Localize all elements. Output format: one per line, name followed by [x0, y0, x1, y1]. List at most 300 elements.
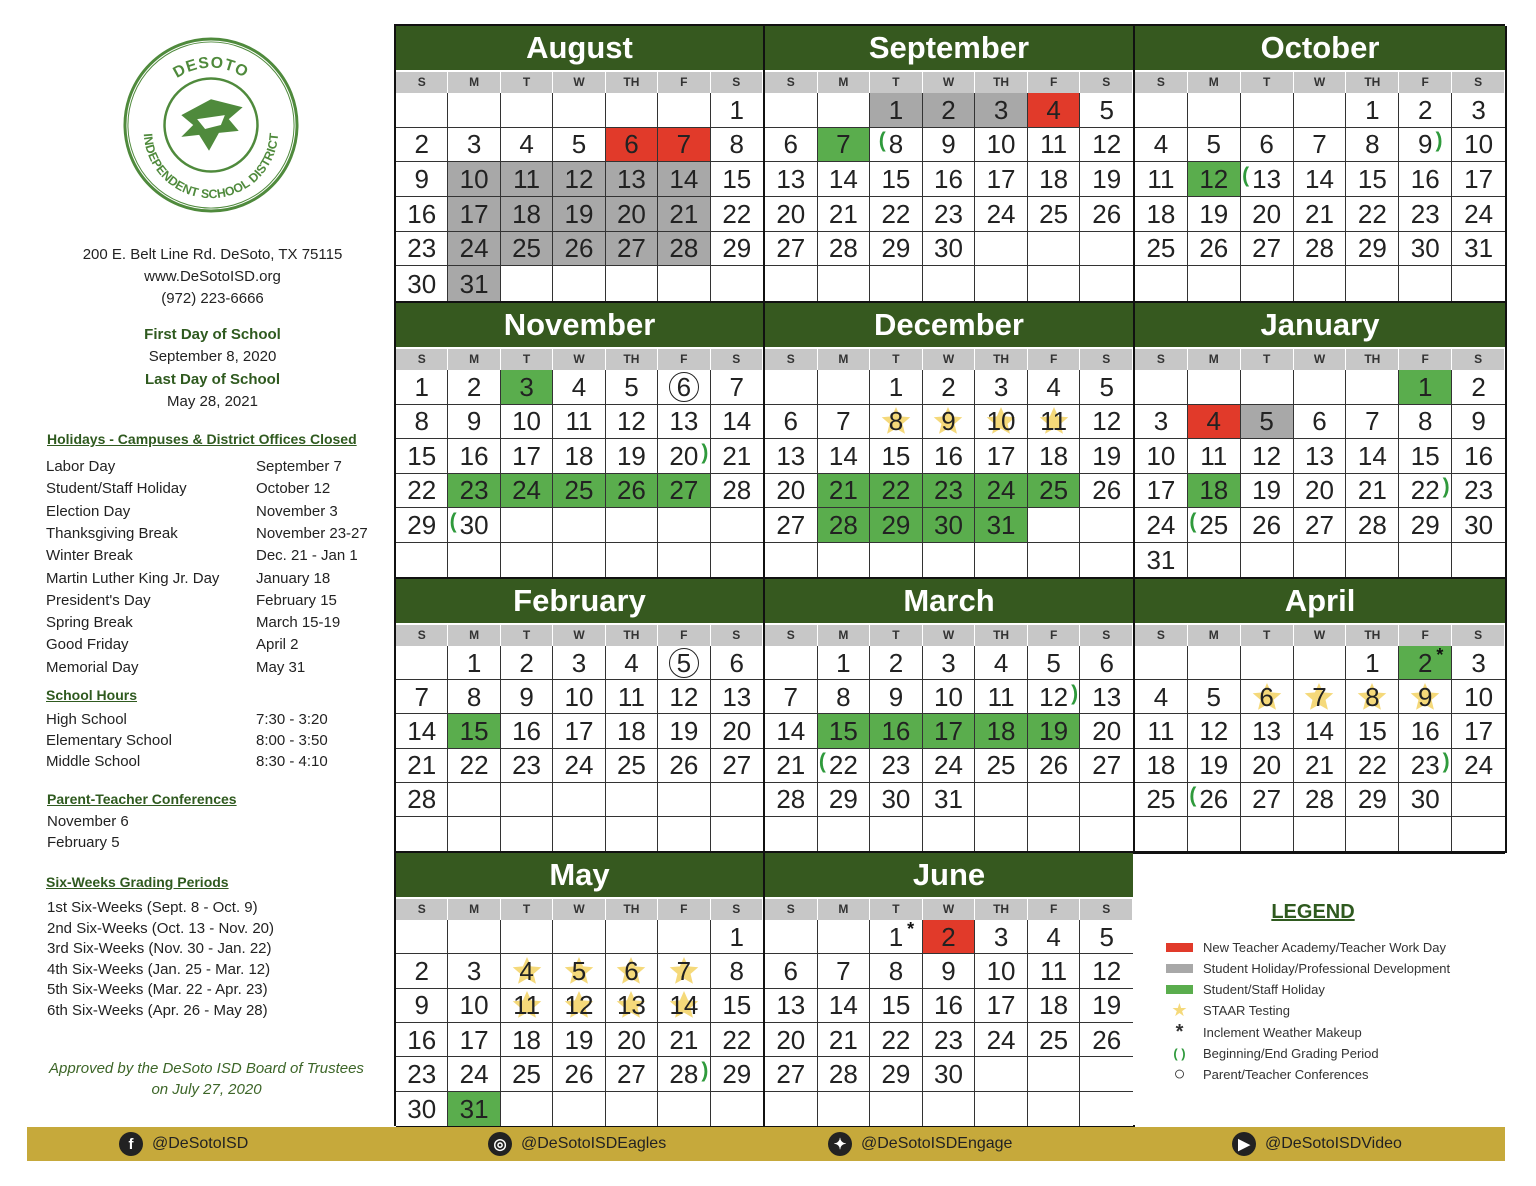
weekday-label: TH	[606, 72, 658, 93]
weekday-label: TH	[606, 625, 658, 646]
day-cell	[923, 749, 976, 783]
day-cell	[923, 783, 976, 817]
day-cell	[923, 508, 976, 543]
day-number: 22 )	[1411, 477, 1440, 503]
day-cell	[818, 749, 871, 783]
day-cell	[1080, 1092, 1133, 1126]
day-cell	[923, 439, 976, 474]
day-cell	[1241, 817, 1294, 851]
day-number: 6	[729, 647, 744, 678]
day-number: 15	[459, 715, 489, 746]
day-cell	[1241, 783, 1294, 817]
day-cell	[1135, 232, 1188, 267]
day-cell	[501, 783, 553, 817]
day-cell	[1135, 474, 1188, 509]
day-number: 31	[459, 268, 489, 299]
weekday-label: W	[923, 349, 976, 370]
day-cell	[1080, 783, 1133, 817]
day-cell	[1080, 714, 1133, 748]
day-cell	[1028, 1023, 1081, 1057]
day-number: 2	[1417, 94, 1433, 125]
day-cell	[606, 474, 658, 509]
weekday-label: M	[818, 625, 871, 646]
day-cell	[975, 543, 1028, 578]
day-cell	[1241, 93, 1294, 128]
day-number: 6	[1312, 406, 1327, 437]
weekday-label: W	[923, 625, 976, 646]
day-number: ( 8	[889, 131, 903, 157]
day-cell	[606, 197, 658, 232]
weekday-label: TH	[975, 72, 1028, 93]
weekday-label: W	[553, 899, 605, 920]
day-number: 26	[1252, 509, 1282, 540]
weekday-label: TH	[975, 899, 1028, 920]
legend-label: Student Holiday/Professional Development	[1203, 960, 1451, 976]
day-number: 3	[1471, 647, 1486, 678]
day-number: 27	[776, 1058, 806, 1089]
day-number: 19	[1252, 475, 1282, 506]
day-cell	[765, 680, 818, 714]
weekday-label: S	[396, 349, 448, 370]
day-number: 31	[986, 509, 1016, 540]
day-cell	[1399, 680, 1452, 714]
weekday-label: W	[1294, 349, 1347, 370]
day-number: 12	[1199, 715, 1229, 746]
day-cell	[818, 646, 871, 680]
social-handle[interactable]: @DeSotoISDVideo	[1265, 1135, 1402, 1152]
day-cell	[1188, 783, 1241, 817]
day-cell	[501, 232, 553, 267]
day-number: 30	[407, 268, 437, 299]
day-number: 15	[407, 440, 437, 471]
day-number: 15	[1410, 440, 1440, 471]
day-number: 23	[1410, 198, 1440, 229]
month-title: November	[396, 303, 763, 347]
day-number: 17	[986, 164, 1016, 195]
day-number: 17	[934, 715, 963, 746]
day-number: 9	[466, 406, 482, 437]
day-cell	[1452, 197, 1505, 232]
day-cell	[975, 920, 1028, 954]
day-cell	[448, 954, 500, 988]
day-number: 21	[828, 198, 858, 229]
day-number: 18	[1146, 198, 1176, 229]
day-cell	[606, 1092, 658, 1126]
day-number: 11	[513, 164, 541, 195]
day-cell	[553, 714, 605, 748]
school-time: 8:00 - 3:50	[256, 732, 328, 749]
day-cell	[1080, 508, 1133, 543]
day-cell	[1452, 508, 1505, 543]
day-cell	[396, 1092, 448, 1126]
day-cell	[711, 439, 763, 474]
weekday-header	[1135, 623, 1505, 646]
weekday-label: W	[923, 72, 976, 93]
day-number: 8	[414, 406, 429, 437]
day-number: 27	[669, 475, 699, 506]
day-cell	[396, 543, 448, 578]
youtube-icon: ▶	[1232, 1132, 1256, 1156]
day-cell	[1399, 783, 1452, 817]
day-cell	[501, 474, 553, 509]
day-cell	[1188, 749, 1241, 783]
day-cell	[606, 232, 658, 267]
legend-label: STAAR Testing	[1203, 1003, 1290, 1019]
day-cell	[1241, 128, 1294, 163]
day-cell	[923, 93, 976, 128]
day-cell	[765, 920, 818, 954]
day-number: 12	[564, 164, 594, 195]
day-cell	[658, 370, 710, 405]
social-handle[interactable]: @DeSotoISD	[152, 1135, 249, 1152]
day-number: 2 *	[1417, 644, 1444, 678]
day-number: 9	[941, 955, 956, 986]
day-number: 11	[1147, 164, 1175, 195]
website-link[interactable]: www.DeSotoISD.org	[144, 268, 281, 285]
day-number: 14	[1305, 715, 1334, 746]
grading-period: 2nd Six-Weeks (Oct. 13 - Nov. 20)	[47, 919, 275, 937]
day-number: 21	[776, 750, 806, 781]
school-type: Elementary School	[46, 732, 172, 749]
first-day-date: September 8, 2020	[148, 348, 277, 365]
day-cell	[1399, 543, 1452, 578]
weekday-label: TH	[975, 625, 1028, 646]
month-title: March	[765, 579, 1133, 623]
day-number: 6	[1099, 647, 1114, 678]
day-cell	[501, 1092, 553, 1126]
day-cell	[448, 93, 500, 128]
day-cell	[448, 714, 500, 748]
svg-text:INDEPENDENT SCHOOL DISTRICT: INDEPENDENT SCHOOL DISTRICT	[140, 132, 282, 202]
social-link[interactable]	[119, 1131, 248, 1157]
day-number: 8	[888, 955, 904, 986]
day-cell	[658, 474, 710, 509]
day-number: 4	[1153, 129, 1169, 160]
day-number: 19	[1092, 440, 1122, 471]
day-cell	[606, 749, 658, 783]
day-cell	[1346, 508, 1399, 543]
day-cell	[711, 232, 763, 267]
day-number: 4	[1206, 406, 1221, 437]
day-number: 28 )	[669, 1061, 698, 1087]
phone-number: (972) 223-6666	[161, 290, 264, 307]
day-number: 11	[1040, 955, 1068, 986]
day-number: 20	[776, 475, 806, 506]
day-cell	[606, 93, 658, 128]
day-cell	[553, 232, 605, 267]
school-time: 8:30 - 4:10	[256, 753, 328, 770]
day-number: 14	[722, 406, 752, 437]
day-cell	[658, 1023, 710, 1057]
day-cell	[448, 266, 500, 301]
day-cell	[765, 232, 818, 267]
day-cell	[923, 162, 976, 197]
day-cell	[1399, 162, 1452, 197]
day-number: 14	[776, 715, 806, 746]
weekday-label: T	[501, 72, 553, 93]
weekday-label: S	[396, 72, 448, 93]
day-number: 29	[1357, 233, 1387, 264]
day-cell	[1346, 405, 1399, 440]
day-cell	[975, 405, 1028, 440]
day-number: 25	[564, 475, 594, 506]
day-cell	[711, 954, 763, 988]
day-cell	[923, 232, 976, 267]
day-number: 2	[1471, 371, 1486, 402]
day-number: 9	[941, 129, 956, 160]
day-cell	[1135, 714, 1188, 748]
weekday-label: M	[448, 625, 500, 646]
day-cell	[658, 680, 710, 714]
day-cell	[1241, 266, 1294, 301]
day-cell	[975, 646, 1028, 680]
day-number: 3	[941, 647, 956, 678]
day-number: 13	[776, 990, 806, 1021]
day-cell	[396, 439, 448, 474]
day-cell	[1188, 266, 1241, 301]
day-cell	[448, 783, 500, 817]
day-number: 24	[512, 475, 542, 506]
day-number: 2	[414, 129, 429, 160]
day-cell	[658, 543, 710, 578]
day-cell	[1135, 370, 1188, 405]
day-number: 30	[1410, 784, 1440, 815]
day-cell	[1080, 646, 1133, 680]
day-number: 27	[1305, 509, 1334, 540]
day-cell	[553, 543, 605, 578]
day-number: 13	[616, 990, 646, 1021]
day-cell	[1241, 405, 1294, 440]
day-number: 28	[669, 233, 699, 264]
day-number: 9 )	[1418, 131, 1432, 157]
address: 200 E. Belt Line Rd. DeSoto, TX 75115	[82, 246, 343, 263]
day-cell	[765, 128, 818, 163]
day-number: 22	[722, 198, 752, 229]
day-number: 7	[1365, 406, 1380, 437]
day-number: 3	[571, 647, 587, 678]
day-cell	[553, 680, 605, 714]
day-number: 26	[564, 1058, 594, 1089]
day-number: 18	[564, 440, 594, 471]
weekday-label: T	[501, 349, 553, 370]
day-cell	[711, 93, 763, 128]
day-number: ( 30	[460, 512, 489, 538]
day-number: 25	[616, 750, 646, 781]
day-number: 27	[776, 509, 806, 540]
day-number: 28	[407, 784, 437, 815]
day-cell	[553, 405, 605, 440]
legend-item	[1166, 959, 1450, 977]
day-cell	[1028, 783, 1081, 817]
day-cell	[818, 920, 871, 954]
day-cell	[501, 749, 553, 783]
day-cell	[711, 197, 763, 232]
day-number: 9	[519, 681, 534, 712]
social-link[interactable]	[828, 1131, 1012, 1157]
day-cell	[975, 197, 1028, 232]
day-cell	[975, 266, 1028, 301]
day-cell	[923, 128, 976, 163]
day-number: 25	[1039, 475, 1069, 506]
day-number: 10	[934, 681, 963, 712]
day-cell	[1399, 714, 1452, 748]
day-number: 8	[836, 681, 851, 712]
day-cell	[1346, 817, 1399, 851]
conference-date: February 5	[47, 834, 120, 851]
day-number: 2	[519, 647, 534, 678]
month-april	[1135, 579, 1507, 853]
day-cell	[818, 954, 871, 988]
weekday-label: T	[501, 899, 553, 920]
day-cell	[975, 370, 1028, 405]
day-cell	[765, 1092, 818, 1126]
weekday-header	[396, 347, 763, 370]
day-number: 7	[783, 681, 799, 712]
day-cell	[658, 989, 710, 1023]
day-number: 31	[934, 784, 963, 815]
day-cell	[448, 646, 500, 680]
day-number: 2	[941, 94, 956, 125]
day-number: 4	[1153, 681, 1169, 712]
day-cell	[553, 646, 605, 680]
day-cell	[711, 749, 763, 783]
day-number: 22	[459, 750, 489, 781]
day-cell	[818, 783, 871, 817]
day-cell	[870, 714, 923, 748]
day-number: 13	[722, 681, 752, 712]
day-cell	[553, 920, 605, 954]
weekday-label: S	[1452, 625, 1505, 646]
day-number: 4	[519, 129, 534, 160]
day-number: 1	[1365, 94, 1380, 125]
day-cell	[448, 128, 500, 163]
day-cell	[1028, 749, 1081, 783]
day-cell	[606, 266, 658, 301]
day-number: 7	[414, 681, 429, 712]
day-number: 20 )	[669, 443, 698, 469]
day-cell	[711, 543, 763, 578]
day-number: 1	[466, 647, 482, 678]
day-cell	[501, 954, 553, 988]
day-number: 28	[828, 509, 858, 540]
day-number: 15	[1357, 164, 1387, 195]
day-number: 25	[986, 750, 1016, 781]
days-grid	[396, 646, 763, 851]
day-cell	[553, 954, 605, 988]
day-number: 27	[1252, 784, 1282, 815]
day-number: 27	[1092, 750, 1122, 781]
day-number: 3	[1153, 406, 1169, 437]
day-number: 24	[459, 233, 489, 264]
day-number: 30	[1410, 233, 1440, 264]
day-number: 23 )	[1411, 752, 1440, 778]
weekday-label: TH	[975, 349, 1028, 370]
day-number: 25	[1146, 784, 1176, 815]
day-cell	[870, 439, 923, 474]
weekday-label: F	[1399, 625, 1452, 646]
day-cell	[396, 749, 448, 783]
day-cell	[606, 989, 658, 1023]
day-number: 24	[986, 198, 1016, 229]
days-grid	[765, 93, 1133, 301]
weather-makeup-asterisk-icon: *	[907, 918, 915, 939]
day-cell	[606, 1057, 658, 1091]
weekday-label: M	[448, 899, 500, 920]
holiday-name: Winter Break	[46, 547, 133, 565]
day-cell	[501, 128, 553, 163]
day-cell	[1294, 714, 1347, 748]
month-september	[765, 26, 1135, 303]
day-cell	[1135, 508, 1188, 543]
day-cell	[1452, 128, 1505, 163]
day-number: 16	[407, 198, 437, 229]
day-cell	[818, 93, 871, 128]
day-cell	[1135, 817, 1188, 851]
day-number: 31	[1464, 233, 1494, 264]
day-cell	[1080, 543, 1133, 578]
day-cell	[1399, 232, 1452, 267]
day-number: 8	[1417, 406, 1433, 437]
day-number: 23	[881, 750, 911, 781]
weekday-label: S	[711, 899, 763, 920]
day-cell	[553, 749, 605, 783]
day-number: 31	[1146, 544, 1176, 575]
legend-circle-icon: ○	[1173, 1063, 1186, 1086]
day-number: 26	[1092, 475, 1122, 506]
day-number: 20	[1252, 750, 1282, 781]
day-cell	[1346, 543, 1399, 578]
social-handle[interactable]: @DeSotoISDEagles	[521, 1135, 667, 1152]
social-link[interactable]	[1232, 1131, 1402, 1157]
day-number: 15	[722, 990, 752, 1021]
legend-swatch-green	[1166, 985, 1193, 994]
day-cell	[553, 474, 605, 509]
day-number: 18	[1039, 440, 1069, 471]
month-title: May	[396, 853, 763, 897]
day-number: 2	[888, 647, 904, 678]
weekday-label: TH	[1346, 625, 1399, 646]
day-cell	[1028, 680, 1081, 714]
day-cell	[396, 783, 448, 817]
day-cell	[1028, 370, 1081, 405]
weekday-label: W	[1294, 625, 1347, 646]
day-cell	[1294, 128, 1347, 163]
day-cell	[1028, 920, 1081, 954]
day-number: 23	[407, 233, 437, 264]
day-number: 22	[407, 475, 437, 506]
school-time: 7:30 - 3:20	[256, 711, 328, 728]
twitter-icon: ✦	[828, 1132, 852, 1156]
grading-period: 5th Six-Weeks (Mar. 22 - Apr. 23)	[47, 981, 268, 998]
day-cell	[870, 474, 923, 509]
day-number: 13	[776, 440, 806, 471]
day-cell	[1080, 128, 1133, 163]
day-number: 19	[564, 1024, 594, 1055]
social-handle[interactable]: @DeSotoISDEngage	[861, 1135, 1013, 1152]
day-cell	[1241, 508, 1294, 543]
day-cell	[1080, 954, 1133, 988]
social-link[interactable]	[488, 1131, 666, 1157]
day-number: 14	[828, 440, 858, 471]
day-number: 17	[459, 198, 489, 229]
day-cell	[1028, 128, 1081, 163]
day-cell	[1135, 93, 1188, 128]
day-cell	[1452, 749, 1505, 783]
day-number: 5	[624, 371, 639, 402]
day-cell	[870, 783, 923, 817]
weekday-label: F	[658, 625, 710, 646]
day-number: 25	[512, 1058, 542, 1089]
